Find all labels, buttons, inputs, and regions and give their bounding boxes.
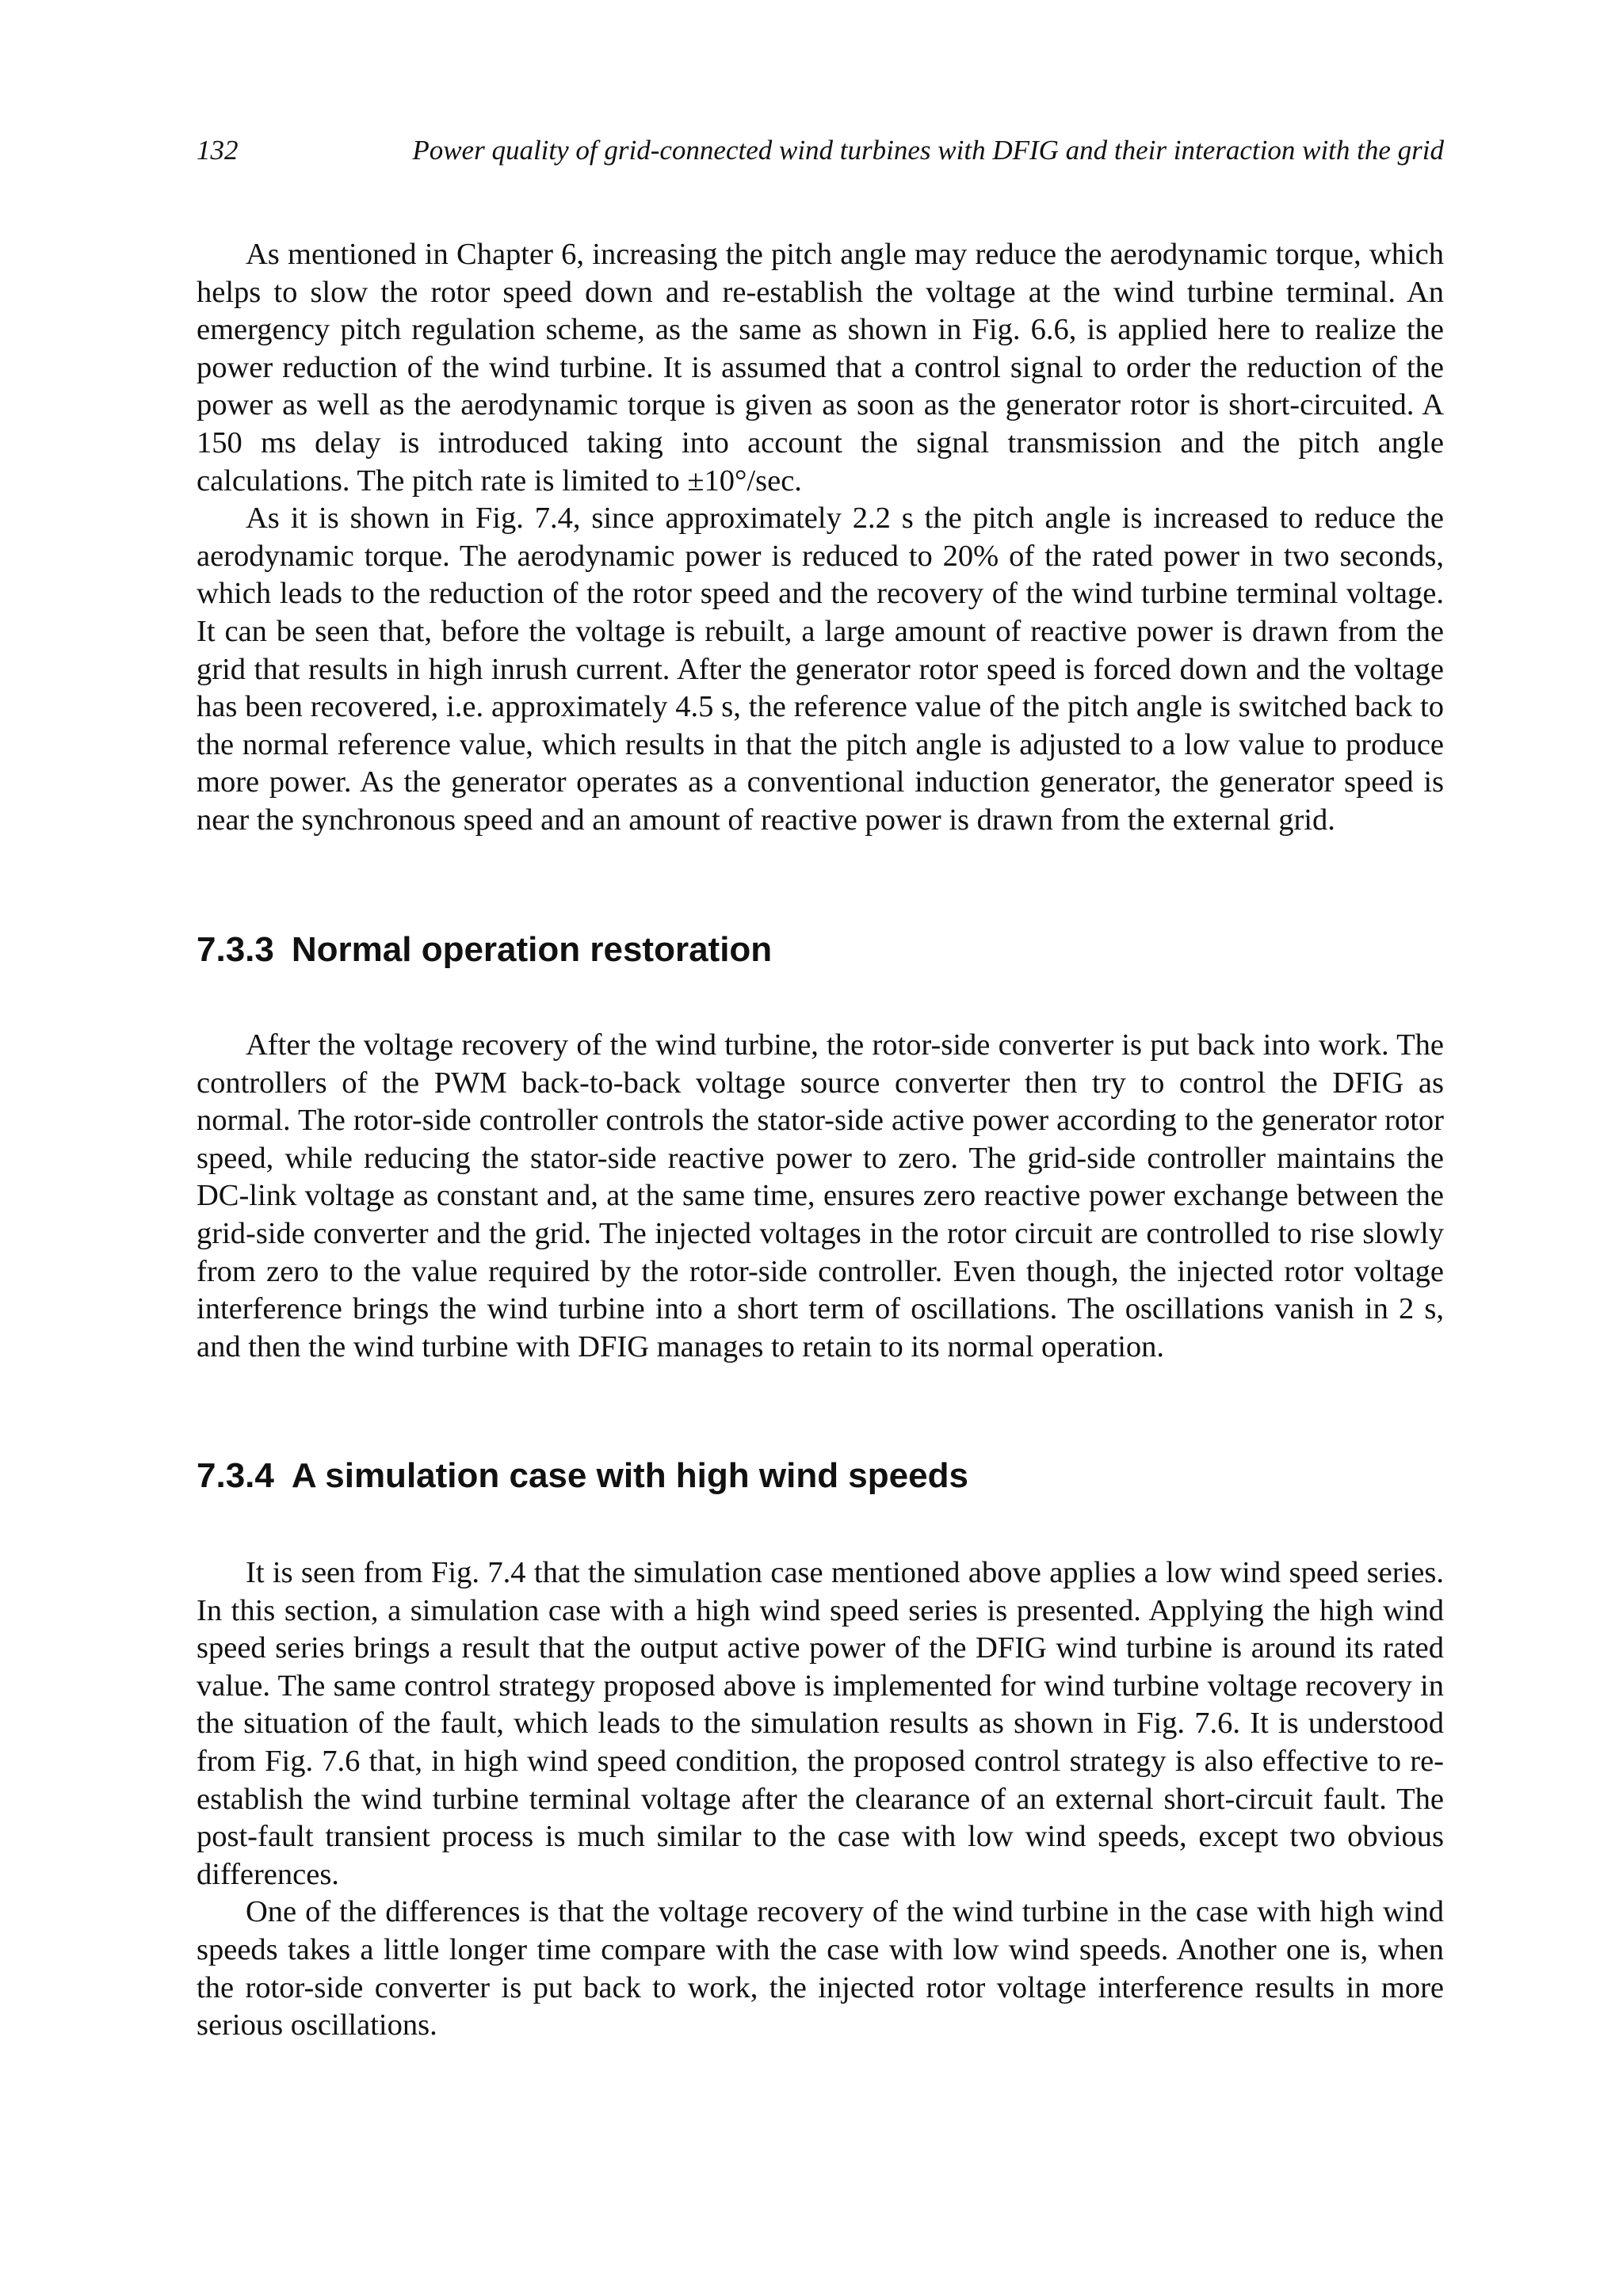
section-heading [197, 1454, 1444, 1498]
section-number: 7.3.3 [197, 930, 274, 969]
section-title: A simulation case with high wind speeds [291, 1456, 968, 1495]
paragraph: As mentioned in Chapter 6, increasing the pitch angle may reduce the aerodynamic torque, which helps to slow the rotor speed down and re-establish the voltage at the wind turbine terminal. An emergency pitch regulation scheme, as the same as shown in Fig. 6.6, is applied here to realize the power reduction of the wind turbine. It is assumed that a control signal to order the reduction of the power as well as the aerodynamic torque is given as soon as the generator rotor is short-circuited. A 150 ms delay is introduced taking into account the signal transmission and the pitch angle calculations. The pitch rate is limited to ±10°/sec. [197, 238, 1444, 498]
section-number: 7.3.4 [197, 1456, 274, 1495]
paragraph: It is seen from Fig. 7.4 that the simulation case mentioned above applies a low wind speed series. In this section, a simulation case with a high wind speed series is presented. Applying the high wind speed series brings a result that the output active power of the DFIG wind turbine is around its rated value. The same control strategy proposed above is implemented for wind turbine voltage recovery in the situation of the fault, which leads to the simulation results as shown in Fig. 7.6. It is understood from Fig. 7.6 that, in high wind speed condition, the proposed control strategy is also effective to re-establish the wind turbine terminal voltage after the clearance of an external short-circuit fault. The post-fault transient process is much similar to the case with low wind speeds, except two obvious differences. [197, 1556, 1444, 1891]
section-heading [197, 928, 1444, 972]
paragraph: One of the differences is that the voltage recovery of the wind turbine in the case with high wind speeds takes a little longer time compare with the case with low wind speeds. Another one is, when the rotor-side converter is put back to work, the injected rotor voltage interference results in more serious oscillations. [197, 1895, 1444, 2042]
intro-text-block [197, 236, 1444, 840]
section-body [197, 1554, 1444, 2045]
paragraph: As it is shown in Fig. 7.4, since approximately 2.2 s the pitch angle is increased to reduce the aerodynamic torque. The aerodynamic power is reduced to 20% of the rated power in two seconds, which leads to the reduction of the rotor speed and the recovery of the wind turbine terminal voltage. It can be seen that, before the voltage is rebuilt, a large amount of reactive power is drawn from the grid that results in high inrush current. After the generator rotor speed is forced down and the voltage has been recovered, i.e. approximately 4.5 s, the reference value of the pitch angle is switched back to the normal reference value, which results in that the pitch angle is adjusted to a low value to produce more power. As the generator operates as a conventional induction generator, the generator speed is near the synchronous speed and an amount of reactive power is drawn from the external grid. [197, 502, 1444, 837]
paragraph: After the voltage recovery of the wind turbine, the rotor-side converter is put back into work. The controllers of the PWM back-to-back voltage source converter then try to control the DFIG as normal. The rotor-side controller controls the stator-side active power according to the generator rotor speed, while reducing the stator-side reactive power to zero. The grid-side controller maintains the DC-link voltage as constant and, at the same time, ensures zero reactive power exchange between the grid-side converter and the grid. The injected voltages in the rotor circuit are controlled to rise slowly from zero to the value required by the rotor-side controller. Even though, the injected rotor voltage interference brings the wind turbine into a short term of oscillations. The oscillations vanish in 2 s, and then the wind turbine with DFIG manages to retain to its normal operation. [197, 1028, 1444, 1363]
section-body [197, 1027, 1444, 1366]
section-title: Normal operation restoration [291, 930, 773, 969]
page-number: 132 [197, 135, 239, 166]
running-header [197, 133, 1444, 168]
running-title: Power quality of grid-connected wind turbines with DFIG and their interaction with the grid [412, 135, 1444, 166]
